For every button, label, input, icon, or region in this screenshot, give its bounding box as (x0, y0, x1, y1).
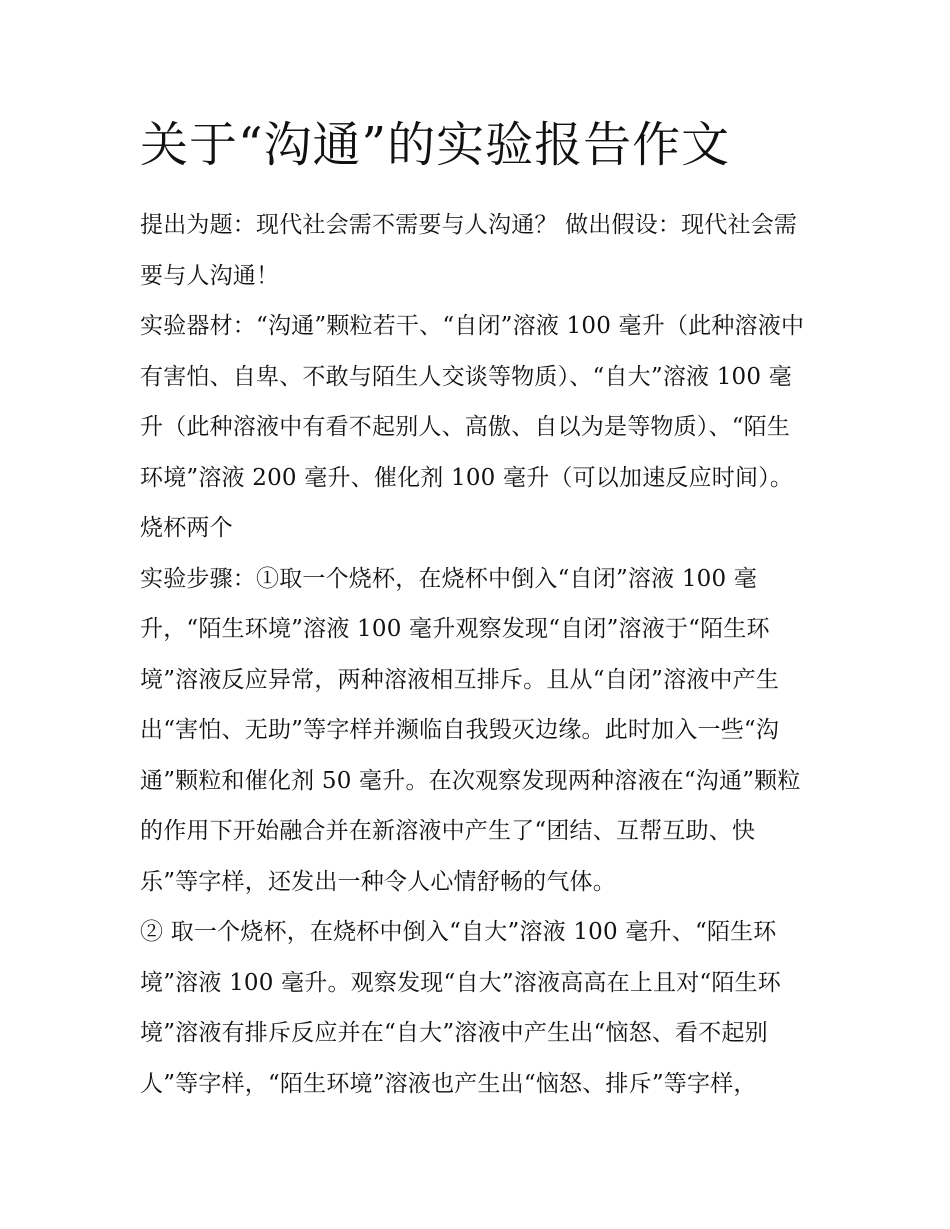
document-page (140, 112, 812, 1109)
document-body (140, 200, 812, 1109)
paragraph-hypothesis: 提出为题：现代社会需不需要与人沟通？ 做出假设：现代社会需要与人沟通！ (140, 212, 798, 289)
paragraph-materials: 实验器材：“沟通”颗粒若干、“自闭”溶液 100 毫升（此种溶液中有害怕、自卑、不敢与陌生人交谈等物质）、“自大”溶液 100 毫升（此种溶液中有看不起别人、高傲、自以为是等物质）、“陌生环境”溶液 200 毫升、催化剂 100 毫升（可以加速反应时间）。烧杯两个 (140, 313, 805, 541)
paragraph-step-1: 实验步骤：①取一个烧杯，在烧杯中倒入“自闭”溶液 100 毫升，“陌生环境”溶液 100 毫升观察发现“自闭”溶液于“陌生环境”溶液反应异常，两种溶液相互排斥。且从“自闭”溶液中产生出“害怕、无助”等字样并濒临自我毁灭边缘。此时加入一些“沟通”颗粒和催化剂 50 毫升。在次观察发现两种溶液在“沟通”颗粒的作用下开始融合并在新溶液中产生了“团结、互帮互助、快乐”等字样，还发出一种令人心情舒畅的气体。 (140, 565, 801, 895)
document-title: 关于“沟通”的实验报告作文 (140, 117, 731, 173)
paragraph-step-2: ② 取一个烧杯，在烧杯中倒入“自大”溶液 100 毫升、“陌生环境”溶液 100 毫升。观察发现“自大”溶液高高在上且对“陌生环境”溶液有排斥反应并在“自大”溶液中产生出“恼怒、看不起别人”等字样，“陌生环境”溶液也产生出“恼怒、排斥”等字样， (140, 919, 781, 1097)
